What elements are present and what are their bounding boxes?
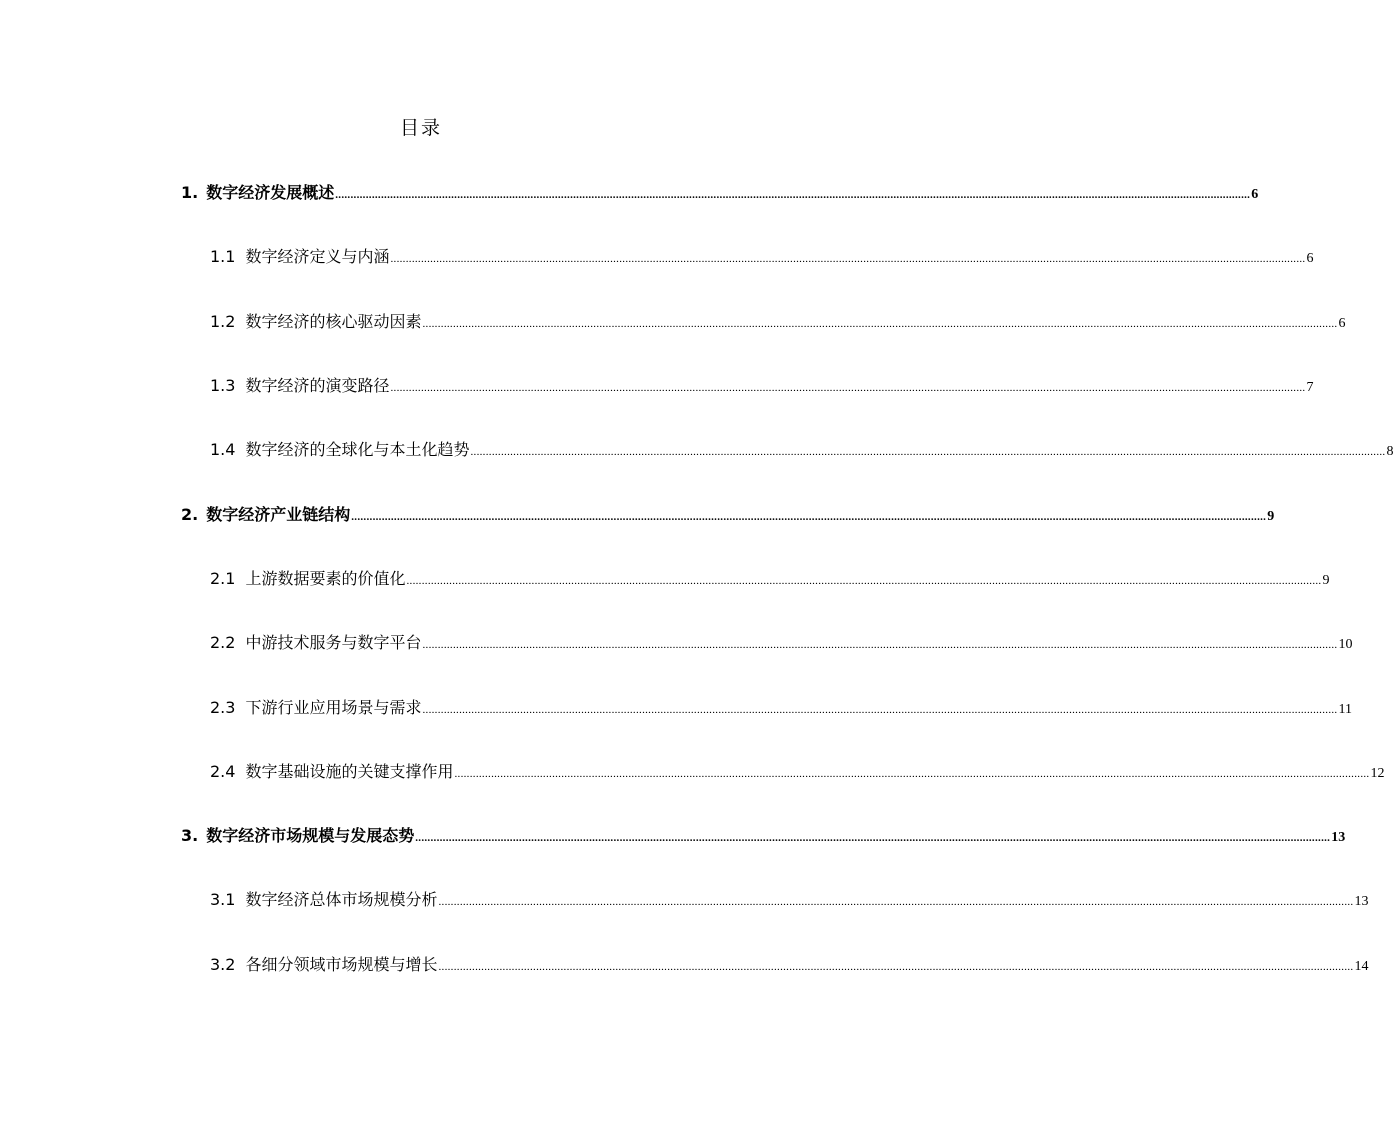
toc-entry-label: 下游行业应用场景与需求 [245, 698, 422, 717]
toc-entry-page: 8 [1386, 444, 1393, 459]
toc-entry-page: 9 [1322, 573, 1330, 588]
toc-dot-leader: ............................................................................................................................................................................................................................................................................................................ [390, 382, 1306, 394]
toc-entry-label: 数字经济定义与内涵 [245, 247, 390, 266]
toc-dot-leader: ............................................................................................................................................................................................................................................................................................................ [470, 446, 1386, 458]
toc-entry-label: 上游数据要素的价值化 [245, 569, 406, 588]
toc-entry-1-1[interactable] [210, 245, 1314, 269]
toc-entry-page: 12 [1370, 766, 1385, 781]
toc-entry-number: 1. [181, 183, 199, 202]
toc-dot-leader: ............................................................................................................................................................................................................................................................................................................ [406, 575, 1322, 587]
toc-entry-label: 数字基础设施的关键支撑作用 [245, 762, 454, 781]
toc-entry-page: 6 [1306, 251, 1314, 266]
toc-entry-page: 6 [1338, 316, 1346, 331]
toc-dot-leader: ............................................................................................................................................................................................................................................................................................................ [335, 189, 1251, 201]
toc-entry-label: 数字经济发展概述 [206, 183, 335, 202]
toc-entry-label: 数字经济产业链结构 [206, 505, 351, 524]
toc-entry-2[interactable] [181, 503, 1275, 527]
toc-dot-leader: ............................................................................................................................................................................................................................................................................................................ [351, 511, 1267, 523]
toc-entry-number: 3.2 [210, 955, 236, 974]
toc-entry-page: 9 [1267, 509, 1275, 524]
toc-dot-leader: ............................................................................................................................................................................................................................................................................................................ [422, 318, 1338, 330]
toc-entry-number: 3. [181, 826, 199, 845]
toc-dot-leader: ............................................................................................................................................................................................................................................................................................................ [438, 961, 1354, 973]
toc-entry-number: 1.2 [210, 312, 236, 331]
toc-dot-leader: ............................................................................................................................................................................................................................................................................................................ [415, 832, 1331, 844]
toc-entry-1-4[interactable] [210, 438, 1393, 462]
toc-entry-page: 14 [1354, 959, 1369, 974]
toc-entry-label: 数字经济的演变路径 [245, 376, 390, 395]
toc-entry-2-3[interactable] [210, 696, 1352, 720]
toc-entry-2-4[interactable] [210, 760, 1385, 784]
toc-dot-leader: ............................................................................................................................................................................................................................................................................................................ [422, 704, 1338, 716]
toc-dot-leader: ............................................................................................................................................................................................................................................................................................................ [390, 253, 1306, 265]
toc-entry-label: 数字经济总体市场规模分析 [245, 890, 438, 909]
toc-entry-1-2[interactable] [210, 310, 1346, 334]
toc-entry-2-2[interactable] [210, 631, 1353, 655]
toc-entry-3-1[interactable] [210, 888, 1369, 912]
toc-entry-label: 数字经济的核心驱动因素 [245, 312, 422, 331]
toc-entry-1-3[interactable] [210, 374, 1314, 398]
toc-entry-page: 13 [1354, 894, 1369, 909]
toc-entry-3-2[interactable] [210, 953, 1369, 977]
toc-entry-3[interactable] [181, 824, 1346, 848]
toc-entry-label: 中游技术服务与数字平台 [245, 633, 422, 652]
toc-entry-number: 2. [181, 505, 199, 524]
toc-entry-page: 11 [1338, 702, 1352, 717]
toc-entry-label: 各细分领域市场规模与增长 [245, 955, 438, 974]
toc-entry-page: 7 [1306, 380, 1314, 395]
toc-entry-page: 6 [1251, 187, 1259, 202]
toc-entry-page: 13 [1331, 830, 1346, 845]
toc-dot-leader: ............................................................................................................................................................................................................................................................................................................ [454, 768, 1370, 780]
toc-dot-leader: ............................................................................................................................................................................................................................................................................................................ [438, 896, 1354, 908]
toc-entry-number: 1.4 [210, 440, 236, 459]
toc-entry-label: 数字经济的全球化与本土化趋势 [245, 440, 470, 459]
toc-entry-number: 1.3 [210, 376, 236, 395]
toc-entry-label: 数字经济市场规模与发展态势 [206, 826, 415, 845]
toc-entry-number: 2.3 [210, 698, 236, 717]
toc-dot-leader: ............................................................................................................................................................................................................................................................................................................ [422, 639, 1338, 651]
toc-entry-page: 10 [1338, 637, 1353, 652]
toc-entry-2-1[interactable] [210, 567, 1330, 591]
toc-entry-1[interactable] [181, 181, 1259, 205]
toc-entry-number: 1.1 [210, 247, 236, 266]
toc-entry-number: 2.1 [210, 569, 236, 588]
toc-entry-number: 2.4 [210, 762, 236, 781]
toc-entry-number: 2.2 [210, 633, 236, 652]
toc-title: 目录 [399, 117, 442, 139]
toc-entry-number: 3.1 [210, 890, 236, 909]
